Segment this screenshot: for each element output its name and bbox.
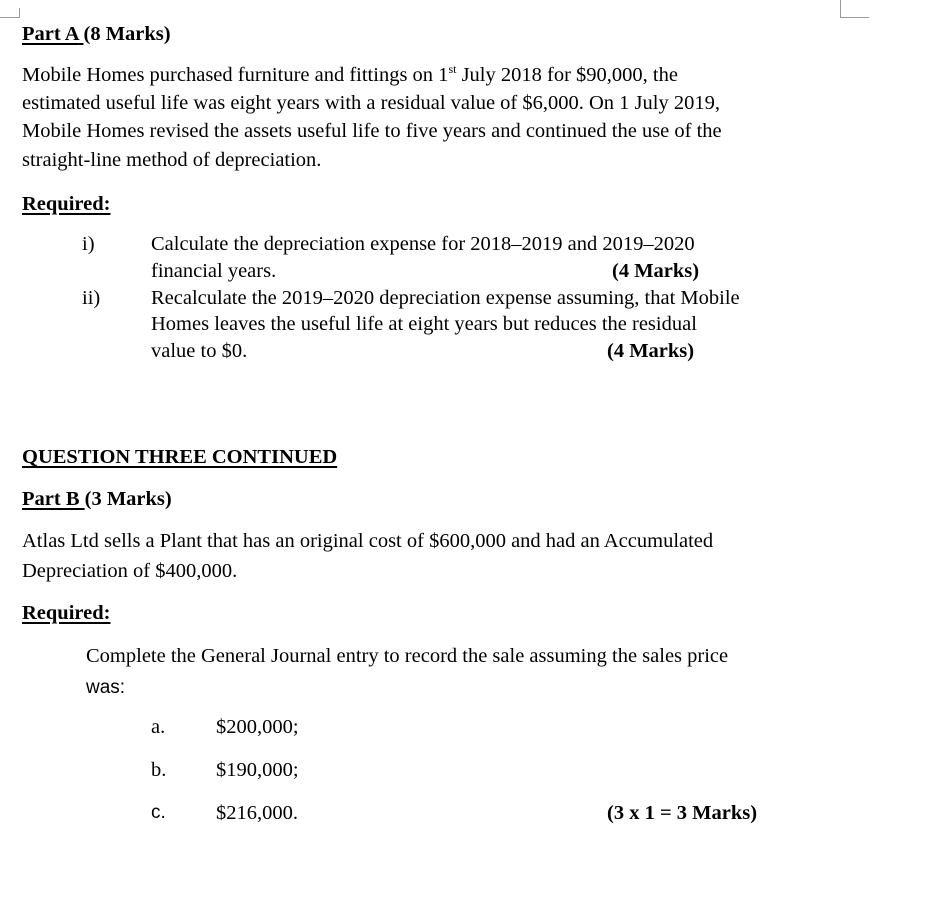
part-b-marks: (3 Marks) (84, 488, 172, 510)
part-a-heading: Part A (22, 23, 79, 45)
part-a-para-line-4: straight-line method of depreciation. (22, 149, 322, 171)
part-b-para-line-2: Depreciation of $400,000. (22, 560, 238, 582)
option-b-value: $190,000; (216, 759, 299, 781)
part-b-heading: Part B (22, 488, 80, 510)
part-a-marks: (8 Marks) (83, 23, 171, 45)
item-i-line-1: Calculate the depreciation expense for 2018–2019 and 2019–2020 (151, 233, 695, 255)
item-i-line-2: financial years. (151, 260, 277, 282)
option-c-value: $216,000. (216, 802, 298, 824)
part-b-total-marks: (3 x 1 = 3 Marks) (607, 802, 758, 824)
part-a-required-heading: Required: (22, 193, 111, 215)
crop-mark-right (840, 0, 869, 18)
option-b-letter: b. (151, 759, 167, 781)
part-a-para-line-3: Mobile Homes revised the assets useful life to five years and continued the use of the (22, 120, 722, 142)
item-ii-line-3: value to $0. (151, 340, 248, 362)
part-b-para-line-1: Atlas Ltd sells a Plant that has an original cost of $600,000 and had an Accumulated (22, 530, 714, 552)
item-ii-line-2: Homes leaves the useful life at eight years but reduces the residual (151, 313, 697, 335)
instruction-line-1: Complete the General Journal entry to record the sale assuming the sales price (86, 645, 729, 667)
option-a-letter: a. (151, 716, 166, 738)
crop-mark-left (0, 8, 20, 18)
option-a-value: $200,000; (216, 716, 299, 738)
instruction-line-2: was: (86, 677, 126, 698)
item-i-number: i) (82, 233, 95, 255)
part-a-title (22, 20, 171, 48)
question-three-continued: QUESTION THREE CONTINUED (22, 446, 338, 468)
part-b-required-heading: Required: (22, 602, 111, 624)
item-ii-number: ii) (82, 287, 101, 309)
item-ii-marks: (4 Marks) (607, 340, 695, 362)
part-a-para-line-1: Mobile Homes purchased furniture and fittings on 1st July 2018 for $90,000, the (22, 62, 678, 86)
part-a-para-line-2: estimated useful life was eight years with a residual value of $6,000. On 1 July 2019, (22, 92, 720, 114)
item-i-marks: (4 Marks) (612, 260, 700, 282)
option-c-letter: c. (151, 802, 166, 823)
item-ii-line-1: Recalculate the 2019–2020 depreciation expense assuming, that Mobile (151, 287, 740, 309)
part-b-title (22, 485, 172, 513)
